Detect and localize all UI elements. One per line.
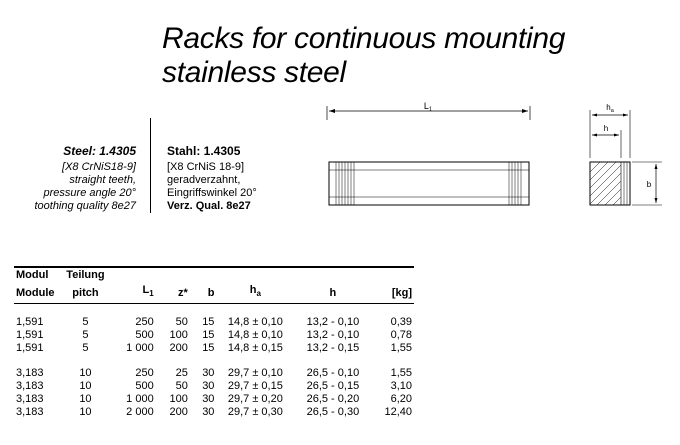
cell-l1: 1 000 (126, 393, 154, 406)
cell-l1: 250 (135, 316, 154, 329)
header-teilung: Teilung (66, 269, 105, 281)
steel-heading-en: Steel: 1.4305 (63, 144, 136, 158)
cell-module: 3,183 (16, 380, 44, 393)
cell-h: 26,5 - 0,15 (306, 380, 360, 393)
rack-technical-drawing (318, 100, 678, 220)
table-row (14, 342, 414, 355)
cell-ha: 29,7 ± 0,15 (227, 380, 283, 393)
cell-pitch: 10 (79, 367, 92, 380)
cell-pitch: 5 (82, 342, 89, 355)
dimension-label-b: b (646, 180, 652, 189)
cell-ha: 14,8 ± 0,10 (227, 316, 283, 329)
header-kg: [kg] (372, 283, 414, 304)
table-header-row-2 (14, 283, 414, 304)
cell-l1: 250 (135, 367, 154, 380)
cell-z: 100 (169, 393, 188, 406)
cell-kg: 12,40 (384, 406, 412, 419)
cell-h: 13,2 - 0,15 (306, 342, 360, 355)
table-row (14, 380, 414, 393)
spec-line: pressure angle 20° (43, 187, 136, 199)
cell-ha: 29,7 ± 0,10 (227, 367, 283, 380)
vertical-divider (150, 118, 151, 213)
rack-side-view (327, 106, 530, 205)
cell-kg: 1,55 (390, 367, 412, 380)
cell-l1: 500 (135, 380, 154, 393)
cell-z: 25 (175, 367, 188, 380)
cell-module: 1,591 (16, 342, 44, 355)
spec-line-quality: Verz. Qual. 8e27 (167, 200, 251, 212)
cell-l1: 2 000 (126, 406, 154, 419)
cell-module: 3,183 (16, 393, 44, 406)
table-row (14, 406, 414, 419)
cell-b: 30 (202, 380, 215, 393)
header-h: h (294, 283, 371, 304)
cell-h: 13,2 - 0,10 (306, 329, 360, 342)
cell-pitch: 5 (82, 316, 89, 329)
spec-line: geradverzahnt, (167, 174, 241, 186)
rack-specs-table (14, 268, 414, 419)
dimension-label-ha: $h_a$ (606, 103, 614, 114)
cell-b: 30 (202, 367, 215, 380)
spec-line: straight teeth, (69, 174, 136, 186)
cell-b: 30 (202, 393, 215, 406)
cell-module: 3,183 (16, 406, 44, 419)
steel-spec-german (167, 145, 257, 213)
spec-line: [X8 CrNiS 18-9] (167, 161, 245, 173)
cell-kg: 3,10 (390, 380, 412, 393)
cell-z: 50 (175, 316, 188, 329)
table-row (14, 329, 414, 342)
cell-b: 15 (202, 342, 215, 355)
dimension-label-h: h (603, 124, 609, 133)
rack-end-view (590, 110, 662, 205)
cell-h: 26,5 - 0,10 (306, 367, 360, 380)
title-line-1: Racks for continuous mounting (162, 22, 566, 55)
steel-spec-english (0, 145, 136, 213)
cell-ha: 29,7 ± 0,20 (227, 393, 283, 406)
cell-z: 50 (175, 380, 188, 393)
cell-module: 1,591 (16, 316, 44, 329)
cell-l1: 1 000 (126, 342, 154, 355)
spec-line: Eingriffswinkel 20° (167, 187, 257, 199)
cell-ha: 29,7 ± 0,30 (227, 406, 283, 419)
cell-h: 13,2 - 0,10 (306, 316, 360, 329)
header-z: z* (156, 283, 190, 304)
header-l1: $L_1$ (107, 283, 155, 304)
cell-b: 15 (202, 316, 215, 329)
cell-kg: 0,39 (390, 316, 412, 329)
cell-pitch: 5 (82, 329, 89, 342)
cell-ha: 14,8 ± 0,15 (227, 342, 283, 355)
cell-l1: 500 (135, 329, 154, 342)
cell-z: 200 (169, 406, 188, 419)
cell-ha: 14,8 ± 0,10 (227, 329, 283, 342)
cell-h: 26,5 - 0,20 (306, 393, 360, 406)
table-row (14, 367, 414, 380)
cell-kg: 6,20 (390, 393, 412, 406)
page-title (162, 22, 565, 90)
spec-line: toothing quality 8e27 (34, 200, 136, 212)
cell-module: 1,591 (16, 329, 44, 342)
cell-pitch: 10 (79, 393, 92, 406)
cell-module: 3,183 (16, 367, 44, 380)
title-line-2: stainless steel (162, 56, 346, 89)
header-module: Module (14, 283, 64, 304)
cell-z: 200 (169, 342, 188, 355)
spec-line: [X8 CrNiS18-9] (62, 161, 136, 173)
group-spacer (14, 304, 414, 317)
steel-heading-de: Stahl: 1.4305 (167, 144, 241, 158)
cell-h: 26,5 - 0,30 (306, 406, 360, 419)
cell-kg: 1,55 (390, 342, 412, 355)
cell-pitch: 10 (79, 380, 92, 393)
cell-z: 100 (169, 329, 188, 342)
table-header-row-1 (14, 268, 414, 283)
header-pitch: pitch (64, 283, 108, 304)
cell-kg: 0,78 (390, 329, 412, 342)
cell-b: 30 (202, 406, 215, 419)
table-row (14, 316, 414, 329)
header-ha: $h_a$ (216, 283, 294, 304)
header-b: b (190, 283, 217, 304)
group-spacer (14, 355, 414, 367)
dimension-label-l1: $L_1$ (423, 101, 433, 113)
cell-pitch: 10 (79, 406, 92, 419)
header-modul: Modul (16, 269, 49, 281)
table-row (14, 393, 414, 406)
cell-b: 15 (202, 329, 215, 342)
